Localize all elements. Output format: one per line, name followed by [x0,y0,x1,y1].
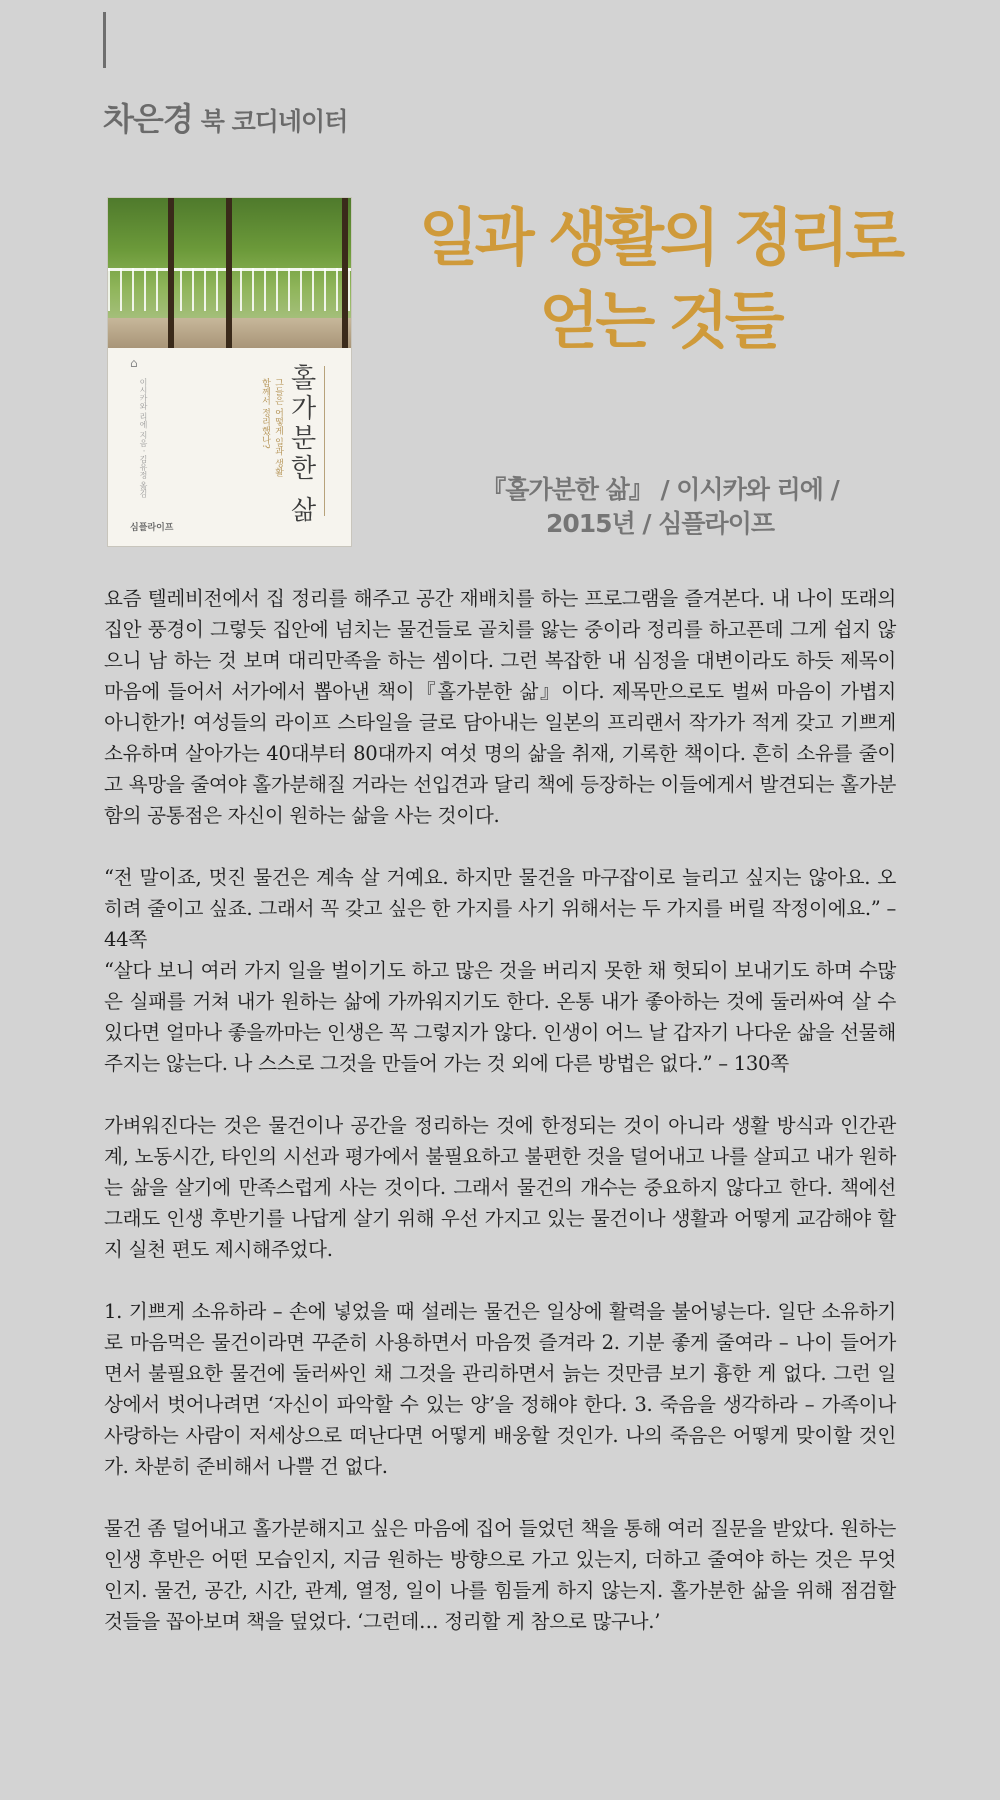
paragraph: 1. 기쁘게 소유하라 – 손에 넣었을 때 설레는 물건은 일상에 활력을 불어넣는다. 일단 소유하기로 마음먹은 물건이라면 꾸준히 사용하면서 마음껏 즐겨라 2. 기분 좋게 줄여라 – 나이 들어가면서 불필요한 물건에 둘러싸인 채 그것을 관리하면서 늙는 것만큼 보기 흉한 게 없다. 그런 일상에서 벗어나려면 ‘자신이 파악할 수 있는 양’을 정해야 한다. 3. 죽음을 생각하라 – 가족이나 사랑하는 사람이 저세상으로 떠난다면 어떻게 배웅할 것인가. 나의 죽음은 어떻게 맞이할 것인가. 차분히 준비해서 나쁠 건 없다. [104,1300,896,1478]
book-info [440,473,880,541]
cover-subtitle: 그들은 어떻게 일과 생활 함께서 정리했나? [260,378,283,477]
cover-title-rule [324,366,325,516]
cover-window-frame [342,198,348,348]
quote-paragraph: “전 말이죠, 멋진 물건은 계속 살 거예요. 하지만 물건을 마구잡이로 늘리고 싶지는 않아요. 오히려 줄이고 싶죠. 그래서 꼭 갖고 싶은 한 가지를 사기 위해서는 두 가지를 버릴 작정이에요.” – 44쪽 [104,866,896,951]
author-role: 북 코디네이터 [200,107,348,136]
paragraph: 물건 좀 덜어내고 홀가분해지고 싶은 마음에 집어 들었던 책을 통해 여러 질문을 받았다. 원하는 인생 후반은 어떤 모습인지, 지금 원하는 방향으로 가고 있는지, 더하고 줄여야 하는 것은 무엇인지. 물건, 공간, 시간, 관계, 열정, 일이 나를 힘들게 하지 않는지. 홀가분한 삶을 위해 점검할 것들을 꼽아보며 책을 덮었다. ‘그런데… 정리할 게 참으로 많구나.’ [104,1517,896,1633]
headline-line-2: 얻는 것들 [539,284,781,357]
book-info-line-1: 『홀가분한 삶』 / 이시카와 리에 / [481,475,839,504]
paragraph: 가벼워진다는 것은 물건이나 공간을 정리하는 것에 한정되는 것이 아니라 생활 방식과 인간관계, 노동시간, 타인의 시선과 평가에서 불필요하고 불편한 것을 덜어내고 나를 살피고 내가 원하는 삶을 살기에 만족스럽게 사는 것이다. 그래서 물건의 개수는 중요하지 않다고 한다. 책에선 그래도 인생 후반기를 나답게 살기 위해 우선 가지고 있는 물건이나 생활과 어떻게 교감해야 할지 실천 편도 제시해주었다. [104,1114,896,1261]
cover-publisher: 심플라이프 [130,523,174,533]
cover-title: 홀가분한 삶 [286,364,316,527]
article-headline [400,196,920,362]
book-cover [108,198,351,546]
cover-credit: 이시카와 리에 지음 · 김유정 옮김 [139,378,148,498]
cover-window-frame [168,198,174,348]
book-info-line-2: 2015년 / 심플라이프 [545,509,775,538]
article-body [104,583,896,1668]
house-icon: ⌂ [130,356,138,370]
paragraph: 요즘 텔레비전에서 집 정리를 해주고 공간 재배치를 하는 프로그램을 즐겨본다. 내 나이 또래의 집안 풍경이 그렇듯 집안에 넘치는 물건들로 골치를 앓는 중이라 정리를 하고픈데 그게 쉽지 않으니 남 하는 것 보며 대리만족을 하는 셈이다. 그런 복잡한 내 심정을 대변이라도 하듯 제목이 마음에 들어서 서가에서 뽑아낸 책이『홀가분한 삶』이다. 제목만으로도 벌써 마음이 가볍지 아니한가! 여성들의 라이프 스타일을 글로 담아내는 일본의 프리랜서 작가가 적게 갖고 기쁘게 소유하며 살아가는 40대부터 80대까지 여섯 명의 삶을 취재, 기록한 책이다. 흔히 소유를 줄이고 욕망을 줄여야 홀가분해질 거라는 선입견과 달리 책에 등장하는 이들에게서 발견되는 홀가분함의 공통점은 자신이 원하는 삶을 사는 것이다. [104,587,896,827]
author-name: 차은경 [103,100,193,138]
cover-photo [108,198,351,348]
author-byline [103,94,347,140]
top-divider [103,12,106,68]
cover-window-frame [226,198,232,348]
headline-line-1: 일과 생활의 정리로 [418,201,902,274]
quote-paragraph: “살다 보니 여러 가지 일을 벌이기도 하고 많은 것을 버리지 못한 채 헛되이 보내기도 하며 수많은 실패를 거쳐 내가 원하는 삶에 가까워지기도 한다. 온통 내가 좋아하는 것에 둘러싸여 살 수 있다면 얼마나 좋을까마는 인생은 꼭 그렇지가 않다. 인생이 어느 날 갑자기 나다운 삶을 선물해주지는 않는다. 나 스스로 그것을 만들어 가는 것 외에 다른 방법은 없다.” – 130쪽 [104,959,896,1075]
